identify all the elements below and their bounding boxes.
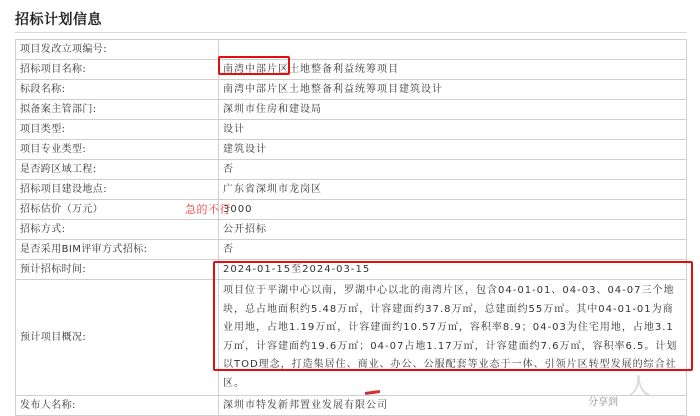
row-label-bid-method: 招标方式:: [16, 220, 219, 240]
table-row: [16, 200, 687, 220]
row-value-filing-authority: 深圳市住房和建设局: [219, 100, 687, 120]
handwritten-annotation: 急的不行: [185, 203, 231, 216]
table-row: [16, 120, 687, 140]
row-value-bim-review: 否: [219, 240, 687, 260]
row-label-location: 招标项目建设地点:: [16, 180, 219, 200]
table-row: [16, 140, 687, 160]
table-row: [16, 220, 687, 240]
row-label-project-type: 项目类型:: [16, 120, 219, 140]
row-label-bid-time: 预计招标时间:: [16, 260, 219, 280]
row-value-section-name: 南湾中部片区土地整备利益统筹项目建筑设计: [219, 80, 687, 100]
project-name-highlighted: 南湾中部片区: [223, 63, 289, 75]
section-title: 招标计划信息: [15, 12, 102, 28]
table-row: [16, 180, 687, 200]
row-label-cross-region: 是否跨区域工程:: [16, 160, 219, 180]
row-label-estimated-price: 招标估价（万元）: [16, 200, 219, 220]
table-row: [16, 80, 687, 100]
table-row: [16, 100, 687, 120]
row-label-bim-review: 是否采用BIM评审方式招标:: [16, 240, 219, 260]
table-row: [16, 60, 687, 80]
row-value-location: 广东省深圳市龙岗区: [219, 180, 687, 200]
table-row: [16, 160, 687, 180]
project-name-highlight-box: [218, 56, 290, 75]
row-value-estimated-price: 3000: [219, 200, 687, 220]
row-value-project-type: 设计: [219, 120, 687, 140]
watermark-logo: 人: [628, 375, 651, 398]
row-label-filing-authority: 拟备案主管部门:: [16, 100, 219, 120]
row-label-project-approval-number: 项目发改立项编号:: [16, 40, 219, 60]
row-label-section-name: 标段名称:: [16, 80, 219, 100]
table-row: [16, 396, 687, 416]
row-value-specialty-type: 建筑设计: [219, 140, 687, 160]
row-value-publisher: 深圳市特发新邦置业发展有限公司: [219, 396, 687, 416]
row-label-publisher: 发布人名称:: [16, 396, 219, 416]
share-link[interactable]: 分享到: [588, 397, 618, 408]
row-label-project-overview: 预计项目概况:: [16, 280, 219, 396]
row-label-specialty-type: 项目专业类型:: [16, 140, 219, 160]
project-overview-highlight-box: [213, 261, 693, 371]
row-value-bid-method: 公开招标: [219, 220, 687, 240]
row-value-bid-time: 2024-01-15至2024-03-15: [219, 260, 687, 280]
row-value-project-overview: 项目位于平湖中心以南，罗湖中心以北的南湾片区，包含04-01-01、04-03、04-07三个地块，总占地面积约5.48万㎡，计容建面约37.8万㎡，总建面约55万㎡。其中04-01-01为商业用地，占地1.19万㎡，计容建面约10.57万㎡，容积率8.9；04-03为住宅用地，占地3.1万㎡，计容建面约19.6万㎡；04-07占地1.17万㎡，计容建面约7.6万㎡，容积率6.5。计划以TOD理念，打造集居住、商业、办公、公服配套等业态于一体、引领片区转型发展的综合社区。: [219, 280, 687, 396]
row-label-project-name: 招标项目名称:: [16, 60, 219, 80]
title-divider: [15, 32, 687, 33]
table-row: [16, 40, 687, 60]
table-row: [16, 240, 687, 260]
project-name-rest: 土地整备利益统筹项目: [289, 63, 399, 75]
row-value-cross-region: 否: [219, 160, 687, 180]
